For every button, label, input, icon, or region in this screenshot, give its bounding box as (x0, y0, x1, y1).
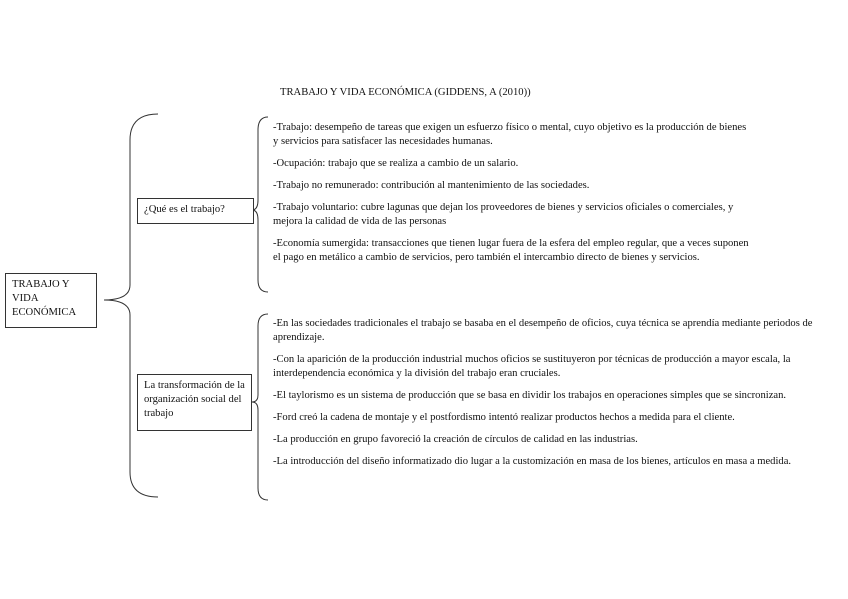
brace-branch-2 (252, 314, 268, 500)
item: -En las sociedades tradicionales el trabajo se basaba en el desempeño de oficios, cuya técnica se aprendía mediante periodos de aprendizaje. (273, 318, 813, 343)
brace-branch-1 (252, 117, 268, 292)
branch-node-que-es-el-trabajo: ¿Qué es el trabajo? (137, 198, 254, 224)
item: -La producción en grupo favoreció la creación de círculos de calidad en las industrias. (273, 434, 638, 445)
item: -La introducción del diseño informatizado dio lugar a la customización en masa de los bienes, artículos en masa a medida. (273, 456, 792, 467)
item: -Economía sumergida: transacciones que tienen lugar fuera de la esfera del empleo regular, que a veces suponen el pago en metálico a cambio de servicios, pero también el intercambio directo de bienes y servicios. (273, 238, 749, 263)
branch-node-transformacion: La transformación de la organización social del trabajo (137, 374, 252, 431)
page-title: TRABAJO Y VIDA ECONÓMICA (GIDDENS, A (2010)) (280, 87, 531, 98)
item: -Ocupación: trabajo que se realiza a cambio de un salario. (273, 158, 519, 169)
branch-2-items (273, 317, 833, 477)
branch-1-items (273, 121, 753, 273)
item: -Trabajo voluntario: cubre lagunas que dejan los proveedores de bienes y servicios oficiales o comerciales, y mejora la calidad de vida de las personas (273, 202, 734, 227)
item: -Trabajo: desempeño de tareas que exigen un esfuerzo físico o mental, cuyo objetivo es la producción de bienes y servicios para satisfacer las necesidades humanas. (273, 122, 747, 147)
root-node: TRABAJO Y VIDA ECONÓMICA (5, 273, 97, 328)
item: -Con la aparición de la producción industrial muchos oficios se sustituyeron por técnicas de producción a mayor escala, la interdependencia económica y la división del trabajo eran cruciales. (273, 354, 791, 379)
item: -Ford creó la cadena de montaje y el postfordismo intentó realizar productos hechos a medida para el cliente. (273, 412, 735, 423)
item: -Trabajo no remunerado: contribución al mantenimiento de las sociedades. (273, 180, 590, 191)
item: -El taylorismo es un sistema de producción que se basa en dividir los trabajos en operaciones simples que se sincronizan. (273, 390, 787, 401)
main-brace (104, 114, 158, 497)
